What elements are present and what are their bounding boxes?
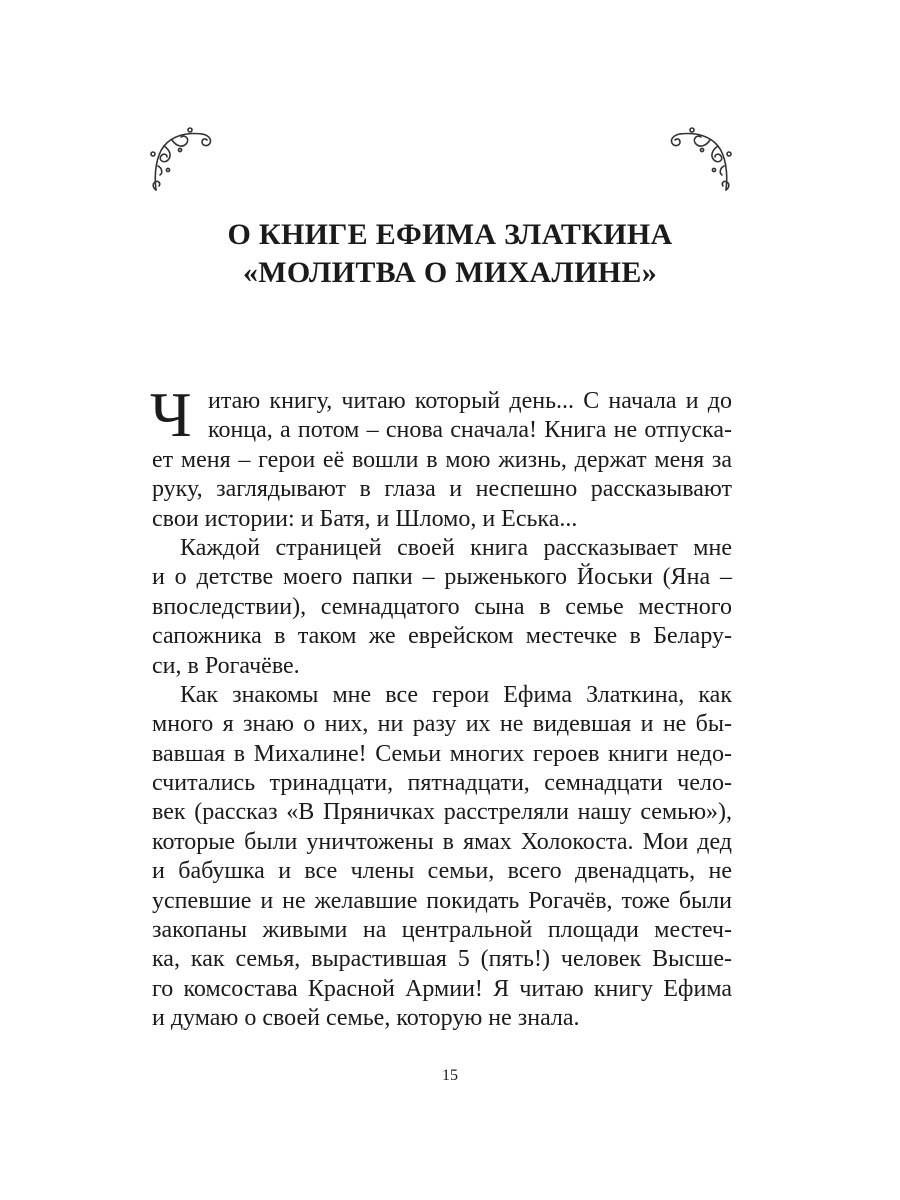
corner-flourish-icon [666, 126, 732, 194]
text-line: руку, заглядывают в глаза и неспешно рассказывают [152, 476, 732, 503]
text-line: впоследствии), семнадцатого сына в семье местного [152, 593, 732, 620]
text-line: и думаю о своей семье, которую не знала. [152, 1005, 580, 1032]
corner-flourish-icon [150, 126, 216, 194]
text-line: сапожника в таком же еврейском местечке в Белару- [152, 623, 732, 650]
text-line: ка, как семья, вырастившая 5 (пять!) человек Высше- [152, 946, 732, 973]
text-line: и о детстве моего папки – рыженького Йоськи (Яна – [152, 564, 732, 591]
body-text [150, 379, 732, 1034]
text-line: итаю книгу, читаю который день... С начала и до [208, 388, 732, 414]
text-line: Как знакомы мне все герои Ефима Златкина, как [180, 681, 732, 708]
text-line: вавшая в Михалине! Семьи многих героев книги недо- [152, 740, 732, 767]
drop-cap: Ч [150, 379, 192, 450]
text-line: закопаны живыми на центральной площади местеч- [152, 917, 732, 944]
text-line: свои истории: и Батя, и Шломо, и Еська... [152, 505, 578, 532]
chapter-title-line-2: «МОЛИТВА О МИХАЛИНЕ» [243, 256, 657, 289]
text-line: ет меня – герои её вошли в мою жизнь, держат меня за [152, 446, 732, 473]
text-line: и бабушка и все члены семьи, всего двенадцать, не [152, 858, 732, 885]
text-line: Каждой страницей своей книга рассказывает мне [180, 534, 732, 561]
text-line: успевшие и не желавшие покидать Рогачёв, тоже были [152, 887, 732, 914]
page-number: 15 [442, 1067, 458, 1084]
text-line: конца, а потом – снова сначала! Книга не отпуска- [208, 417, 732, 444]
text-line: много я знаю о них, ни разу их не видевшая и не бы- [152, 711, 732, 738]
chapter-title [150, 216, 750, 292]
text-line: си, в Рогачёве. [152, 652, 300, 679]
chapter-title-line-1: О КНИГЕ ЕФИМА ЗЛАТКИНА [227, 218, 673, 251]
text-line: которые были уничтожены в ямах Холокоста. Мои дед [152, 828, 732, 855]
text-line: век (рассказ «В Пряничках расстреляли нашу семью»), [152, 799, 732, 826]
text-line: считались тринадцати, пятнадцати, семнадцати чело- [152, 770, 732, 797]
text-line: го комсостава Красной Армии! Я читаю книгу Ефима [152, 975, 732, 1002]
